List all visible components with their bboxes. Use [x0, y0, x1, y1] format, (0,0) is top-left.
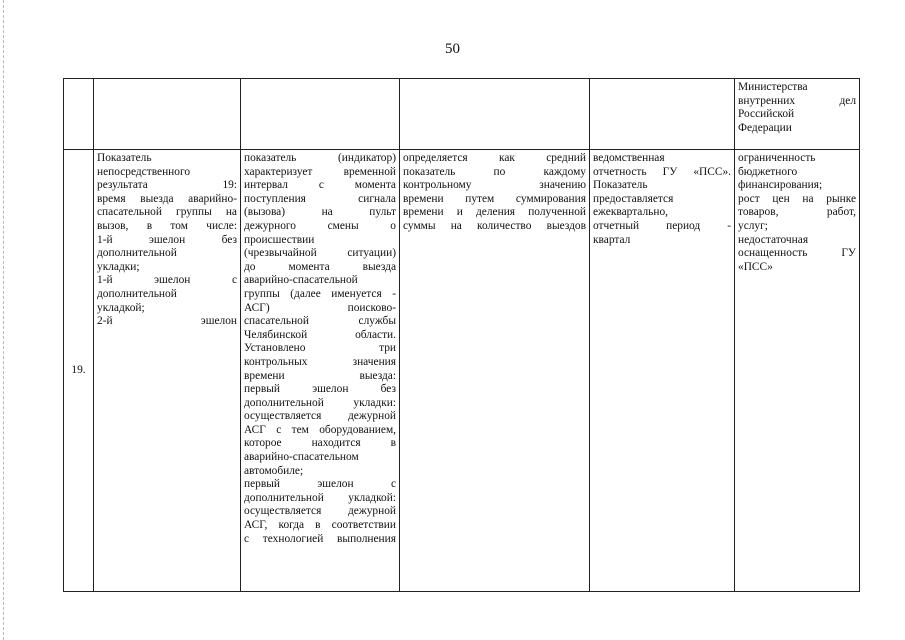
text-line: времени и деления полученной	[403, 206, 586, 219]
text-line: внутренних дел	[738, 94, 856, 107]
text-line: оснащенность ГУ	[738, 247, 856, 260]
text-line: дополнительной	[97, 247, 177, 260]
text-line: Федерации	[738, 121, 792, 134]
cell-ministry	[735, 79, 860, 150]
cell-calculation-method	[400, 150, 590, 592]
cell-indicator-description	[241, 150, 400, 592]
text-line: АСГ, когда в соответствии	[244, 519, 396, 532]
text-line: (чрезвычайной ситуации)	[244, 247, 396, 260]
text-line: дополнительной укладки:	[244, 396, 396, 409]
table-row-19	[64, 150, 860, 592]
text-line: которое находится в	[244, 437, 396, 450]
text-line: отчетный период -	[593, 219, 731, 232]
cell-description-empty	[241, 79, 400, 150]
row-number: 19.	[64, 150, 94, 592]
cell-method-empty	[400, 79, 590, 150]
text-line: ограниченность	[738, 152, 816, 164]
text-line: время выезда аварийно-	[97, 192, 237, 205]
text-line: вызов, в том числе:	[97, 219, 237, 232]
page-left-edge	[3, 0, 4, 640]
cell-number-empty	[64, 79, 94, 150]
text-line: первый эшелон с	[244, 478, 396, 491]
text-line: спасательной службы	[244, 315, 396, 328]
text-line: непосредственного	[97, 165, 191, 178]
text-line: рост цен на рынке	[738, 192, 856, 205]
indicator-table	[63, 78, 860, 592]
cell-indicator-empty	[94, 79, 241, 150]
text-line: 1-й эшелон с	[97, 274, 237, 287]
table-row-continuation	[64, 79, 860, 150]
text-line: характеризует временной	[244, 165, 396, 178]
text-line: показатель (индикатор)	[244, 152, 396, 164]
text-line: осуществляется дежурной	[244, 410, 396, 423]
text-line: Челябинской области.	[244, 328, 396, 341]
cell-risks	[735, 150, 860, 592]
text-line: времени путем суммирования	[403, 192, 586, 205]
text-line: происшествии	[244, 233, 315, 246]
text-line: интервал с момента	[244, 179, 396, 192]
text-line: Министерства	[738, 81, 808, 93]
cell-indicator-name	[94, 150, 241, 592]
text-line: автомобиле;	[244, 464, 304, 477]
text-line: Российской	[738, 108, 795, 121]
text-line: квартал	[593, 233, 631, 246]
text-line: 1-й эшелон без	[97, 233, 237, 246]
text-line: предоставляется	[593, 192, 674, 205]
text-line: спасательной группы на	[97, 206, 237, 219]
text-line: осуществляется дежурной	[244, 505, 396, 518]
text-line: «ПСС»	[738, 260, 773, 273]
text-line: АСГ) поисково-	[244, 301, 396, 314]
text-line: АСГ с тем оборудованием,	[244, 423, 396, 436]
text-line: укладки;	[97, 260, 140, 273]
text-line: аварийно-спасательной	[244, 274, 358, 287]
text-line: результата 19:	[97, 179, 237, 192]
text-line: ежеквартально,	[593, 206, 668, 219]
text-line: первый эшелон без	[244, 383, 396, 396]
text-line: Установлено три	[244, 342, 396, 355]
text-line: с технологией выполнения	[244, 532, 396, 545]
cell-source-empty	[590, 79, 735, 150]
text-line: времени выезда:	[244, 369, 396, 382]
text-line: услуг;	[738, 219, 768, 232]
text-line: товаров, работ,	[738, 206, 856, 219]
text-line: недостаточная	[738, 233, 809, 246]
text-line: финансирования;	[738, 179, 823, 192]
text-line: бюджетного	[738, 165, 798, 178]
text-line: 2-й эшелон	[97, 315, 237, 328]
text-line: Показатель	[593, 179, 648, 192]
text-line: поступления сигнала	[244, 192, 396, 205]
text-line: показатель по каждому	[403, 165, 586, 178]
text-line: группы (далее именуется -	[244, 287, 396, 300]
text-line: определяется как средний	[403, 152, 586, 164]
text-line: контрольному значению	[403, 179, 586, 192]
text-line: укладкой;	[97, 301, 145, 314]
text-line: дополнительной	[97, 287, 177, 300]
text-line: суммы на количество выездов	[403, 219, 586, 232]
text-line: дополнительной укладкой:	[244, 491, 396, 504]
text-line: до момента выезда	[244, 260, 396, 273]
text-line: аварийно-спасательном	[244, 451, 359, 464]
text-line: контрольных значения	[244, 355, 396, 368]
page-number: 50	[445, 41, 460, 57]
text-line: Показатель	[97, 152, 152, 164]
cell-data-source	[590, 150, 735, 592]
text-line: ведомственная	[593, 152, 665, 164]
text-line: отчетность ГУ «ПСС».	[593, 165, 731, 178]
text-line: дежурного смены о	[244, 219, 396, 232]
text-line: (вызова) на пульт	[244, 206, 396, 219]
